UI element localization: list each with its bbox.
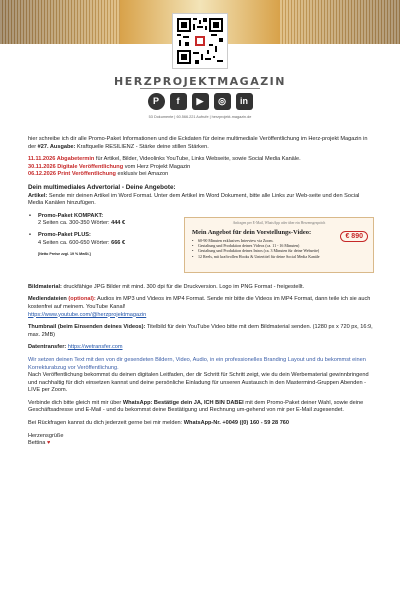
- digital-release-text: vom Herz Projekt Magazin: [123, 163, 191, 170]
- package-list: [28, 213, 178, 259]
- mediendateien-paragraph: [28, 296, 374, 319]
- magazine-title: HERZPROJEKTMAGAZIN: [114, 75, 286, 88]
- main-content: [28, 136, 374, 453]
- pinterest-icon[interactable]: P: [148, 93, 165, 110]
- package-name: Promo-Paket PLUS:: [38, 231, 91, 238]
- book-pages-right: [280, 0, 400, 44]
- datentransfer-label: Datentransfer:: [28, 344, 67, 351]
- signature-name: Bettina: [28, 440, 46, 447]
- facebook-icon[interactable]: f: [170, 93, 187, 110]
- optional-label: (optional):: [66, 296, 96, 303]
- issue-number: #27. Ausgabe:: [37, 143, 76, 150]
- mediendateien-text: Audios im MP3 und Videos im MP4 Format. Sende mir bitte die Videos im MP4 Format, dann teile ich sie auch kostenfrei auf meinem. YouTube Kanal!: [28, 296, 371, 310]
- package-price: 444 €: [111, 220, 126, 227]
- qr-code[interactable]: [173, 14, 227, 68]
- qr-code-image: [175, 16, 225, 66]
- stats-line: 53 Dokumente | 60.566.221 Aufrufe | herzprojekt-magazin.de: [148, 115, 252, 119]
- dates-block: [28, 156, 374, 179]
- video-offer-title: Mein Angebot für dein Vorstellungs-Video:: [192, 229, 312, 237]
- whatsapp-number: WhatsApp-Nr. +0049 ((0) 160 - 59 28 760: [183, 420, 290, 427]
- packages-section: [28, 213, 374, 279]
- mediendateien-label: Mediendateien: [28, 296, 67, 303]
- questions-paragraph: [28, 420, 374, 428]
- package-desc: 2 Seiten ca. 300-350 Wörter:: [38, 220, 110, 227]
- youtube-link[interactable]: https://www.youtube.com/@herzprojektmagazin: [28, 311, 147, 318]
- thumbnail-text: Titelbild für dein YouTube Video bitte mit dem Bildmaterial senden. (1280 px x 720 px, 16:9, max. 2MB): [28, 324, 373, 338]
- print-release-date: 06.12.2026 Print Veröffentlichung: [28, 171, 116, 178]
- thumbnail-label: Thumbnail (beim Einsenden deines Videos):: [28, 324, 146, 331]
- intro-text-2: Kraftquelle RESILIENZ - Stärke deine stillen Stärken.: [75, 143, 209, 150]
- title-divider: [140, 88, 260, 89]
- packages-note: [Netto Preise zzgl. 19 % MwSt.]: [38, 252, 91, 257]
- branding-blue-text: Wir setzen deinen Text mit den von dir gesendeten Bildern, Video, Audio, in ein professionelles Branding Layout und du bekommst einen Korrekturabzug vor Veröffentlichung.: [28, 356, 366, 371]
- closing: [28, 433, 374, 448]
- article-text: Sende mir deinen Artikel im Word Format. Unter dem Artikel im Word Dokument, bitte alle Links zur Web-seite und den Social Media Kanälen hinzufügen.: [28, 192, 360, 207]
- print-release-text: exklusiv bei Amazon: [115, 171, 169, 178]
- package-kompakt: [28, 213, 178, 228]
- thumbnail-paragraph: [28, 324, 374, 339]
- intro-text-1: hier schreibe ich dir alle Promo-Paket Informationen und die Eckdaten für deine multimediale Veröffentlichung im Herz-projekt Magazin in der: [28, 136, 368, 150]
- video-offer-price: € 890: [340, 231, 368, 243]
- questions-text: Bei Rückfragen kannst du dich jederzeit gerne bei mir melden:: [28, 420, 184, 427]
- video-offer-item: • Gestaltung und Produktion deines Videos (ca. 11 - 16 Minuten): [192, 243, 332, 248]
- video-offer-top: Anfragen per E-Mail, WhatsApp oder über ein Herzensgespräch: [232, 220, 326, 225]
- bildmaterial-text: druckfähige JPG Bilder mit mind. 300 dpi für die Druckversion. Logo im PNG Format - freigestellt.: [61, 283, 305, 290]
- branding-paragraph: [28, 357, 374, 395]
- deadline-date: 11.11.2026 Abgabetermin: [28, 156, 95, 163]
- wetransfer-link[interactable]: https://wetransfer.com: [67, 344, 123, 351]
- heart-icon: ♥: [46, 440, 51, 447]
- intro-paragraph: [28, 136, 374, 151]
- article-label: Artikel:: [28, 192, 48, 199]
- branding-text: Nach Veröffentlichung bekommst du deinen digitalen Leitfaden, der dir Schritt für Schritt zeigt, wie du dein Werbematerial gewinnbringend und nachhaltig für dich einsetzen kannst und deine persönliche Einladung für unseren Austausch in den Mastermind-Gruppen Abenden - LIVE per Zoom.: [28, 372, 369, 394]
- linkedin-icon[interactable]: in: [236, 93, 253, 110]
- video-offer-item: • 12 Reels, mit kraftvollen Hooks & Untertitel für deine Social Media Kanäle: [192, 254, 332, 259]
- deadline-text: für Artikel, Bilder, Videolinks YouTube, Links Webseite, sowie Social Media Kanäle.: [94, 156, 301, 163]
- whatsapp-cta: WhatsApp: Bestätige dein JA, ICH BIN DABEI: [122, 399, 244, 406]
- package-price: 666 €: [111, 239, 126, 246]
- video-offer-list: [192, 238, 332, 259]
- closing-greeting: Herzensgrüße: [28, 432, 64, 439]
- digital-release-date: 30.11.2026 Digitale Veröffentlichung: [28, 163, 124, 170]
- video-offer-box: [184, 217, 374, 273]
- video-offer-item: • 60-90 Minuten exklusives Interview via Zoom.: [192, 238, 332, 243]
- advertorial-heading: Dein multimediales Advertorial - Deine Angebote:: [28, 183, 176, 191]
- book-pages-left: [0, 0, 120, 44]
- whatsapp-paragraph: [28, 400, 374, 415]
- instagram-icon[interactable]: ◎: [214, 93, 231, 110]
- package-desc: 4 Seiten ca. 600-650 Wörter:: [38, 239, 110, 246]
- whatsapp-text-1: Verbinde dich bitte gleich mit mir über: [28, 399, 123, 406]
- video-offer-item: • Gestaltung und Produktion deines Intros (ca. 3 Minuten für deine Webseite): [192, 248, 332, 253]
- youtube-icon[interactable]: ▶: [192, 93, 209, 110]
- bildmaterial-paragraph: [28, 284, 374, 292]
- package-name: Promo-Paket KOMPAKT:: [38, 212, 104, 219]
- article-paragraph: [28, 193, 374, 208]
- package-plus: [28, 232, 178, 247]
- social-icons-bar: [0, 93, 400, 110]
- datentransfer-paragraph: [28, 344, 374, 352]
- whatsapp-text-2: mit dem Promo-Paket deiner Wahl, sowie deine Geschäftsadresse und E-Mail - und du bekommst deine Bestätigung und Rechnung um-gehend von mir per E-Mail zugesendet.: [28, 399, 364, 414]
- bildmaterial-label: Bildmaterial:: [28, 283, 62, 290]
